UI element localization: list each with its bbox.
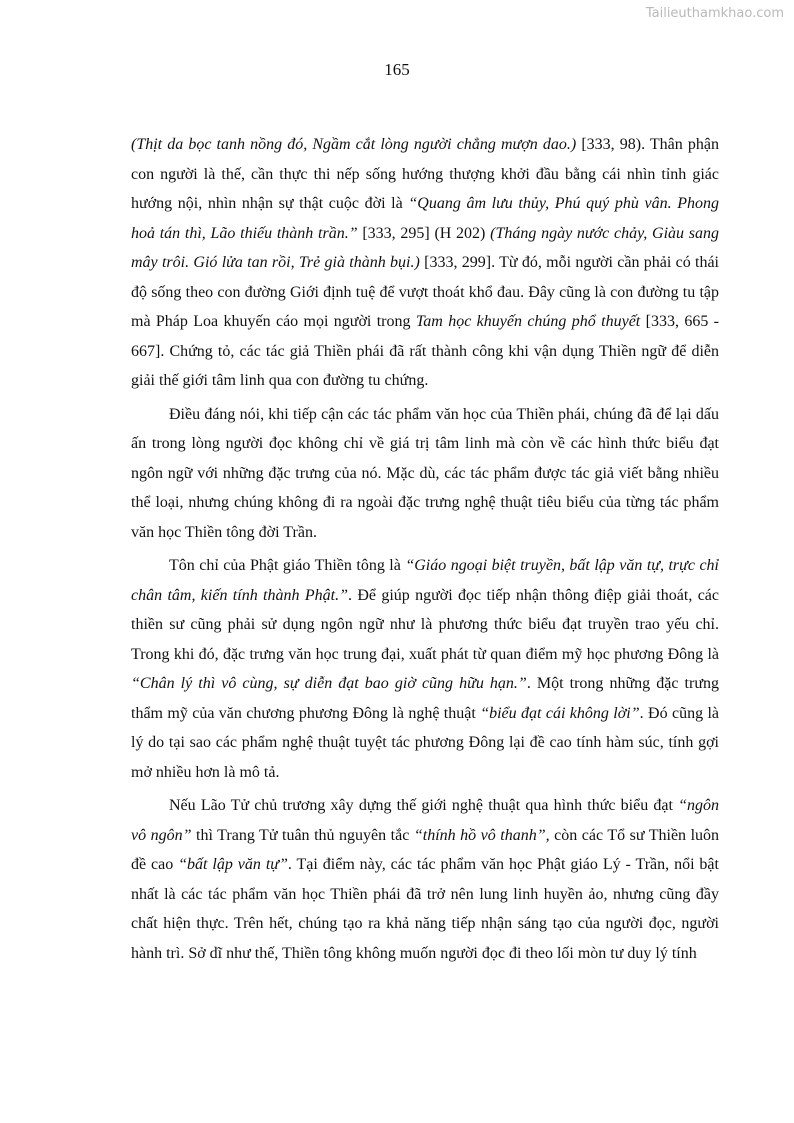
text-run: [333, 295] (H 202) bbox=[357, 224, 491, 242]
text-run: Tôn chỉ của Phật giáo Thiền tông là bbox=[169, 557, 406, 574]
watermark: Tailieuthamkhao.com bbox=[645, 6, 784, 21]
page-number: 165 bbox=[384, 60, 410, 79]
text-run: . Đó cũng là lý do tại sao các phẩm nghệ thuật tuyệt tác phương Đông lại đề cao tính hàm súc, tính gợi mở nhiều hơn là mô tả. bbox=[131, 704, 720, 781]
italic-text-run: “bất lập văn tự” bbox=[178, 856, 288, 873]
paragraph bbox=[131, 791, 719, 968]
text-run: . Tại điểm này, các tác phẩm văn học Phật giáo Lý - Trần, nổi bật nhất là các tác phẩm văn học Thiền phái đã trở nên lung linh huyền ảo, nhưng cũng đầy chất hiện thực. Trên hết, chúng tạo ra khả năng tiếp nhận sáng tạo của người đọc, người hành trì. Sở dĩ như thế, Thiền tông không muốn người đọc đi theo lối mòn tư duy lý tính bbox=[131, 856, 719, 962]
paragraph bbox=[131, 130, 719, 396]
text-run: thì Trang Tử tuân thủ nguyên tắc bbox=[191, 826, 414, 844]
text-run: . Một trong những đặc trưng thẩm mỹ của văn chương phương Đông là nghệ thuật bbox=[131, 675, 719, 722]
text-run: [333, 98). Thân phận con người là thế, cần thực thi nếp sống hướng thượng khởi đầu bằng cái nhìn tỉnh giác hướng nội, nhìn nhận sự thật cuộc đời là bbox=[131, 136, 719, 212]
italic-text-run: “biểu đạt cái không lời” bbox=[480, 704, 640, 722]
paragraph bbox=[131, 400, 719, 548]
text-run: Nếu Lão Tử chủ trương xây dựng thế giới nghệ thuật qua hình thức biểu đạt bbox=[169, 797, 679, 814]
italic-text-run: “Quang âm lưu thủy, Phú quý phù vân. Phong hoả tán thì, Lão thiếu thành trần.” bbox=[131, 195, 720, 242]
italic-text-run: “Chân lý thì vô cùng, sự diễn đạt bao giờ cũng hữu hạn.” bbox=[131, 675, 527, 692]
text-run: [333, 299]. Từ đó, mỗi người cần phải có thái độ sống theo con đường Giới định tuệ để vượt thoát khổ đau. Đây cũng là con đường tu tập mà Pháp Loa khuyến cáo mọi người trong bbox=[131, 254, 720, 330]
paragraph bbox=[131, 551, 719, 787]
text-run: còn các Tổ sư Thiền luôn đề cao bbox=[131, 826, 720, 873]
text-run: . Để giúp người đọc tiếp nhận thông điệp giải thoát, các thiền sư cũng phải sử dụng ngôn ngữ như là phương thức biểu đạt truyền trao yếu chỉ. Trong khi đó, đặc trưng văn học trung đại, xuất phát từ quan điểm mỹ học phương Đông là bbox=[131, 586, 720, 663]
italic-text-run: “ngôn vô ngôn” bbox=[131, 797, 719, 844]
document-body bbox=[131, 130, 719, 972]
italic-text-run: “Giáo ngoại biệt truyền, bất lập văn tự, trực chỉ chân tâm, kiến tính thành Phật.” bbox=[131, 557, 720, 604]
italic-text-run: (Tháng ngày nước chảy, Giàu sang mây trôi. Gió lửa tan rồi, Trẻ già thành bụi.) bbox=[131, 224, 719, 271]
text-run: Điều đáng nói, khi tiếp cận các tác phẩm văn học của Thiền phái, chúng đã để lại dấu ấn trong lòng người đọc không chỉ về giá trị tâm linh mà còn về các hình thức biểu đạt ngôn ngữ với những đặc trưng của nó. Mặc dù, các tác phẩm được tác giả viết bằng nhiều thể loại, nhưng chúng không đi ra ngoài đặc trưng nghệ thuật tiêu biểu của từng tác phẩm văn học Thiền tông đời Trần. bbox=[131, 405, 719, 541]
text-run: [333, 665 - 667]. Chứng tỏ, các tác giả Thiền phái đã rất thành công khi vận dụng Thiền ngữ để diễn giải thế giới tâm linh qua con đường tu chứng. bbox=[131, 313, 720, 389]
italic-text-run: (Thịt da bọc tanh nồng đó, Ngầm cắt lòng người chẳng mượn dao.) bbox=[131, 136, 577, 153]
italic-text-run: “thính hồ vô thanh”, bbox=[413, 826, 550, 844]
italic-text-run: Tam học khuyến chúng phổ thuyết bbox=[415, 313, 641, 330]
